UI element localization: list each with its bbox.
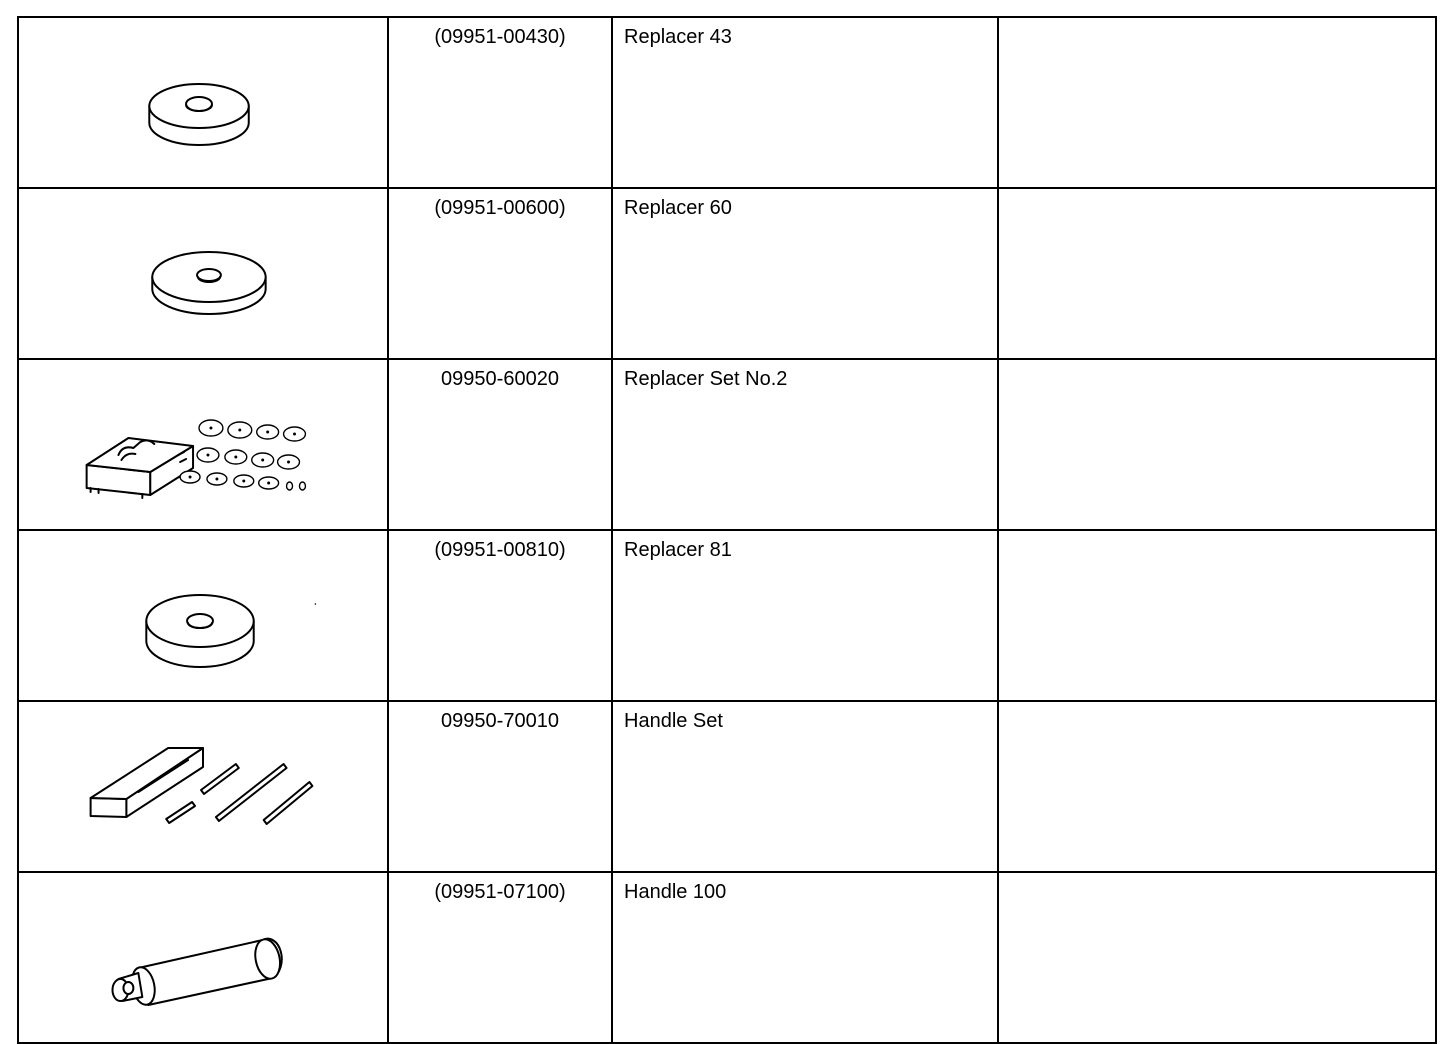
table-row [18,530,1436,701]
note-cell [998,17,1436,188]
note-cell [998,872,1436,1043]
table-row [18,17,1436,188]
replacer-set-icon [19,360,387,521]
tool-illustration-cell [18,188,388,359]
tool-illustration-cell [18,17,388,188]
disc-icon [19,531,387,692]
part-number: (09951-07100) [388,872,612,1043]
tool-name: Replacer 43 [612,17,998,188]
table-row [18,701,1436,872]
part-number: (09951-00810) [388,530,612,701]
tool-illustration-cell [18,530,388,701]
disc-icon [19,189,387,350]
tool-name: Handle Set [612,701,998,872]
special-tools-table [17,16,1437,1044]
tool-name: Handle 100 [612,872,998,1043]
note-cell [998,530,1436,701]
tool-illustration-cell [18,359,388,530]
disc-icon [19,18,387,179]
handle-icon [19,873,387,1034]
part-number: (09951-00600) [388,188,612,359]
table-row [18,872,1436,1043]
tool-name: Replacer Set No.2 [612,359,998,530]
part-number: 09950-60020 [388,359,612,530]
note-cell [998,188,1436,359]
part-number: (09951-00430) [388,17,612,188]
note-cell [998,359,1436,530]
tool-illustration-cell [18,872,388,1043]
note-cell [998,701,1436,872]
table-row [18,359,1436,530]
tool-name: Replacer 60 [612,188,998,359]
table-row [18,188,1436,359]
tool-name: Replacer 81 [612,530,998,701]
handle-set-icon [19,702,387,863]
tool-illustration-cell [18,701,388,872]
part-number: 09950-70010 [388,701,612,872]
